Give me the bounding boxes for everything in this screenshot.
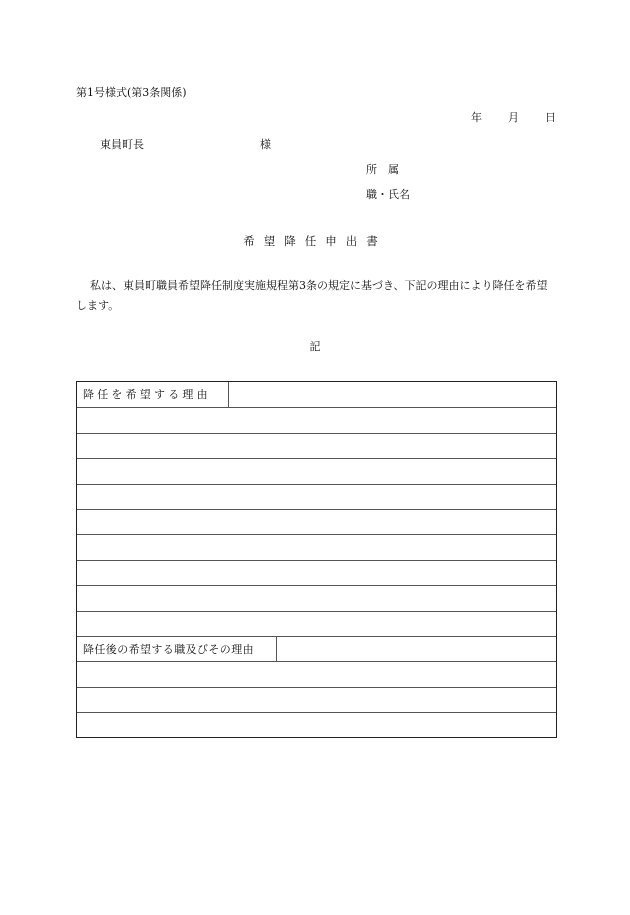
- date-line: [471, 111, 556, 125]
- table-row[interactable]: [77, 585, 556, 610]
- name-label: 職・氏名: [366, 188, 410, 201]
- reason-label: 降任を希望する理由: [77, 382, 229, 407]
- date-day-label: 日: [545, 111, 556, 124]
- affiliation-label: 所 属: [366, 163, 399, 176]
- document-title: 希望降任申出書: [243, 234, 387, 248]
- date-month-label: 月: [508, 111, 519, 124]
- table-row[interactable]: [77, 458, 556, 483]
- form-number: 第1号様式(第3条関係): [76, 86, 187, 99]
- table-row[interactable]: [77, 712, 556, 737]
- body-text: 私は、東員町職員希望降任制度実施規程第3条の規定に基づき、下記の理由により降任を希望します。: [76, 279, 548, 312]
- table-row[interactable]: [77, 661, 556, 686]
- table-row[interactable]: [77, 611, 556, 636]
- table-row[interactable]: [77, 560, 556, 585]
- table-row-post-header: [77, 636, 556, 661]
- table-row[interactable]: [77, 534, 556, 559]
- note-heading: 記: [309, 340, 321, 353]
- table-row[interactable]: [77, 433, 556, 458]
- addressee-name: 東員町長: [100, 138, 144, 151]
- table-row[interactable]: [77, 484, 556, 509]
- date-year-label: 年: [471, 111, 482, 124]
- table-row[interactable]: [77, 407, 556, 432]
- addressee-line: [100, 138, 271, 152]
- reason-table: [76, 381, 557, 738]
- table-row[interactable]: [77, 509, 556, 534]
- table-row[interactable]: [77, 687, 556, 712]
- table-row-reason-header: [77, 382, 556, 407]
- post-label: 降任後の希望する職及びその理由: [77, 637, 277, 661]
- addressee-honorific: 様: [260, 138, 271, 151]
